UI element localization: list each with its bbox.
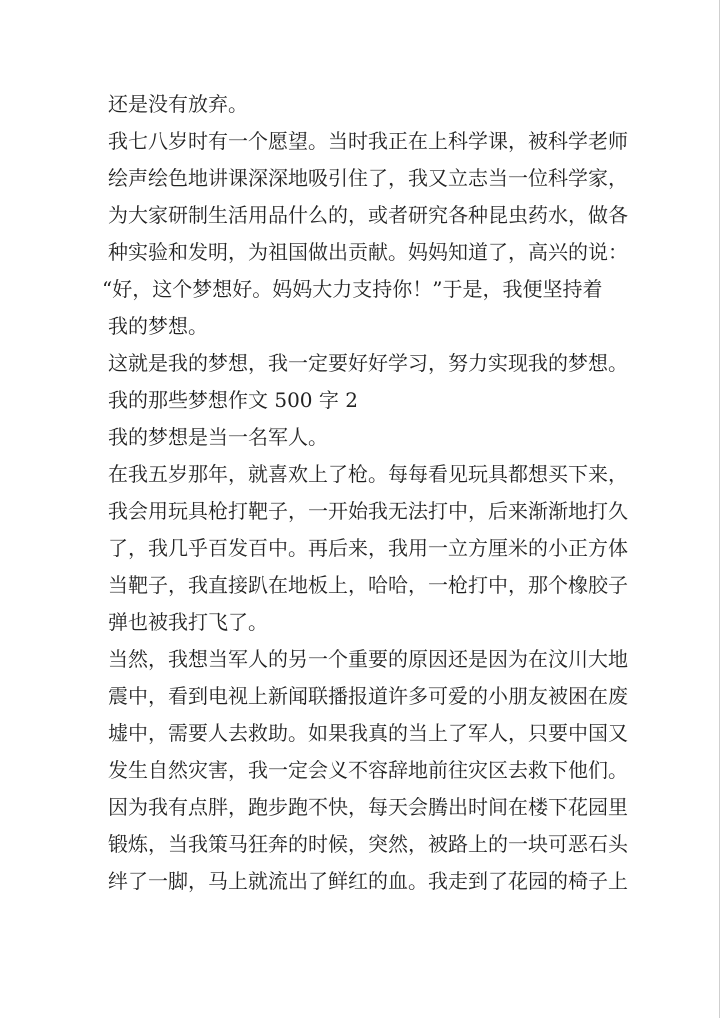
text-line: 为大家研制生活用品什么的，或者研究各种昆虫药水，做各	[108, 203, 628, 227]
text-line: 在我五岁那年，就喜欢上了枪。每每看见玩具都想买下来，	[108, 462, 628, 486]
text-line: 了，我几乎百发百中。再后来，我用一立方厘米的小正方体	[108, 536, 628, 560]
text-line: 当靶子，我直接趴在地板上，哈哈，一枪打中，那个橡胶子	[108, 573, 628, 597]
text-line: 墟中，需要人去救助。如果我真的当上了军人，只要中国又	[108, 721, 628, 745]
text-line: 因为我有点胖，跑步跑不快，每天会腾出时间在楼下花园里	[108, 795, 628, 819]
text-line: 我七八岁时有一个愿望。当时我正在上科学课，被科学老师	[108, 129, 628, 153]
text-line: 发生自然灾害，我一定会义不容辞地前往灾区去救下他们。	[108, 758, 628, 782]
text-line: 锻炼，当我策马狂奔的时候，突然，被路上的一块可恶石头	[108, 832, 628, 856]
text-line: 当然，我想当军人的另一个重要的原因还是因为在汶川大地	[108, 647, 628, 671]
text-line: “好，这个梦想好。妈妈大力支持你！”于是，我便坚持着	[102, 277, 603, 301]
text-line: 我的梦想是当一名军人。	[108, 425, 328, 449]
text-line: 绊了一脚，马上就流出了鲜红的血。我走到了花园的椅子上	[108, 869, 628, 893]
text-line: 这就是我的梦想，我一定要好好学习，努力实现我的梦想。	[108, 351, 628, 375]
section-heading: 我的那些梦想作文 500 字 2	[108, 388, 358, 412]
essay-text	[102, 86, 628, 900]
text-line: 弹也被我打飞了。	[108, 610, 268, 634]
text-line: 震中，看到电视上新闻联播报道许多可爱的小朋友被困在废	[108, 684, 628, 708]
text-line: 我会用玩具枪打靶子，一开始我无法打中，后来渐渐地打久	[108, 499, 628, 523]
text-line: 我的梦想。	[108, 314, 208, 338]
text-line: 还是没有放弃。	[108, 92, 248, 116]
text-line: 绘声绘色地讲课深深地吸引住了，我又立志当一位科学家，	[108, 166, 628, 190]
text-line: 种实验和发明，为祖国做出贡献。妈妈知道了，高兴的说：	[108, 240, 628, 264]
